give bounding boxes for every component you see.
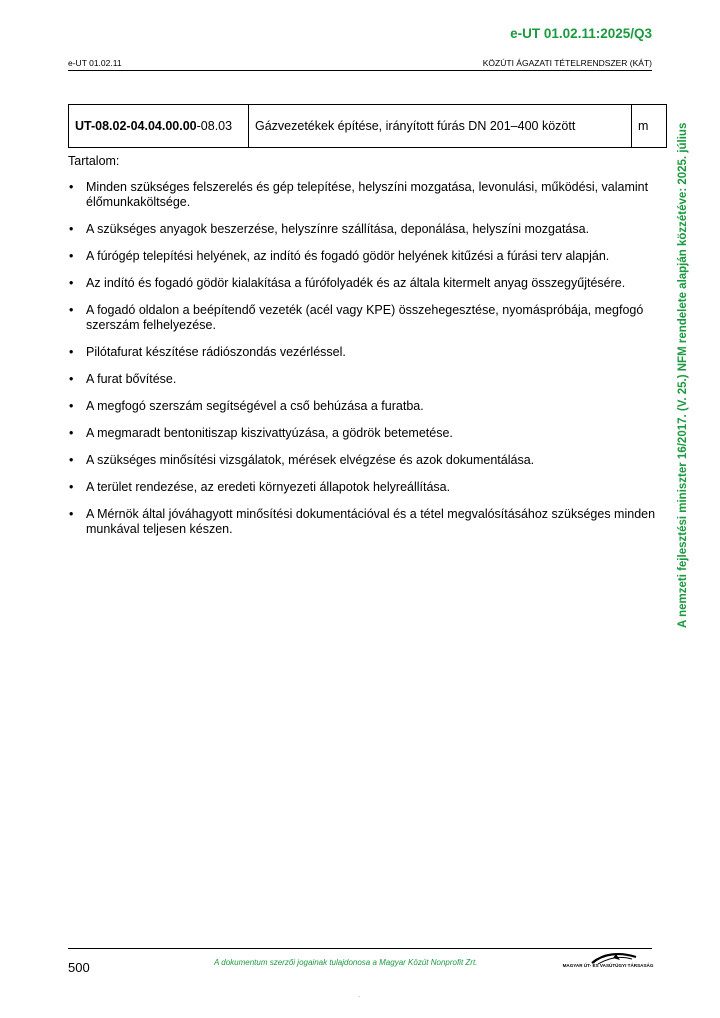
- item-table: [68, 104, 667, 148]
- content-label: Tartalom:: [68, 154, 120, 168]
- content-list: [68, 180, 658, 549]
- list-item: [68, 345, 658, 360]
- header-left-code: e-UT 01.02.11: [68, 58, 122, 68]
- list-item-text: A furat bővítése.: [86, 372, 177, 386]
- list-item-text: A megfogó szerszám segítségével a cső behúzása a furatba.: [86, 399, 424, 413]
- list-item: [68, 399, 658, 414]
- list-item: [68, 372, 658, 387]
- bullet: •: [69, 345, 74, 359]
- scan-mark: .: [358, 990, 361, 999]
- list-item: [68, 507, 658, 537]
- bullet: •: [69, 507, 74, 521]
- bullet: •: [69, 453, 74, 467]
- header-rule: [68, 70, 652, 71]
- list-item-text: Minden szükséges felszerelés és gép telepítése, helyszíni mozgatása, levonulási, működési, valamint élőmunkaköltsége.: [86, 180, 649, 209]
- list-item-text: A fúrógép telepítési helyének, az indító és fogadó gödör helyének kitűzési a fúrási terv alapján.: [86, 249, 610, 263]
- item-code-cell: [69, 105, 249, 148]
- list-item: [68, 426, 658, 441]
- publication-side-note: A nemzeti fejlesztési miniszter 16/2017. (V. 25.) NFM rendelete alapján közzétéve: 2025. július: [677, 122, 689, 628]
- bullet: •: [69, 480, 74, 494]
- bullet: •: [69, 276, 74, 290]
- bullet: •: [69, 372, 74, 386]
- item-unit: m: [632, 105, 667, 148]
- list-item: [68, 222, 658, 237]
- list-item-text: A fogadó oldalon a beépítendő vezeték (acél vagy KPE) összehegesztése, nyomáspróbája, megfogó szerszám felhelyezése.: [86, 303, 644, 332]
- copyright-notice: A dokumentum szerzői jogainak tulajdonosa a Magyar Közút Nonprofit Zrt.: [214, 958, 478, 967]
- list-item: [68, 453, 658, 468]
- item-code-suffix: -08.03: [196, 119, 233, 133]
- list-item-text: A megmaradt bentonitiszap kiszivattyúzása, a gödrök betemetése.: [86, 426, 453, 440]
- list-item-text: Az indító és fogadó gödör kialakítása a fúrófolyadék és az általa kitermelt anyag összegyűjtésére.: [86, 276, 626, 290]
- page-number: 500: [68, 960, 90, 975]
- society-logo: [562, 951, 654, 973]
- document-code: e-UT 01.02.11:2025/Q3: [510, 26, 652, 41]
- list-item-text: Pilótafurat készítése rádiószondás vezérléssel.: [86, 345, 346, 359]
- bullet: •: [69, 399, 74, 413]
- bullet: •: [69, 426, 74, 440]
- list-item: [68, 276, 658, 291]
- item-row: [69, 105, 667, 148]
- logo-text: MAGYAR ÚT- ÉS VASÚTÜGYI TÁRSASÁG: [562, 963, 654, 968]
- header-system-title: KÖZÚTI ÁGAZATI TÉTELRENDSZER (KÁT): [482, 58, 652, 68]
- bullet: •: [69, 180, 74, 194]
- footer-rule: [68, 948, 652, 949]
- bullet: •: [69, 303, 74, 317]
- list-item: [68, 180, 658, 210]
- list-item-text: A terület rendezése, az eredeti környezeti állapotok helyreállítása.: [86, 480, 451, 494]
- item-code-main: UT-08.02-04.04.00.00: [75, 119, 197, 133]
- list-item-text: A szükséges minősítési vizsgálatok, mérések elvégzése és azok dokumentálása.: [86, 453, 535, 467]
- list-item-text: A szükséges anyagok beszerzése, helyszínre szállítása, deponálása, helyszíni mozgatása.: [86, 222, 590, 236]
- list-item: [68, 303, 658, 333]
- bullet: •: [69, 249, 74, 263]
- list-item: [68, 249, 658, 264]
- item-description: Gázvezetékek építése, irányított fúrás DN 201–400 között: [249, 105, 632, 148]
- list-item: [68, 480, 658, 495]
- bullet: •: [69, 222, 74, 236]
- list-item-text: A Mérnök által jóváhagyott minősítési dokumentációval és a tétel megvalósításához szükséges minden munkával teljesen készen.: [86, 507, 656, 536]
